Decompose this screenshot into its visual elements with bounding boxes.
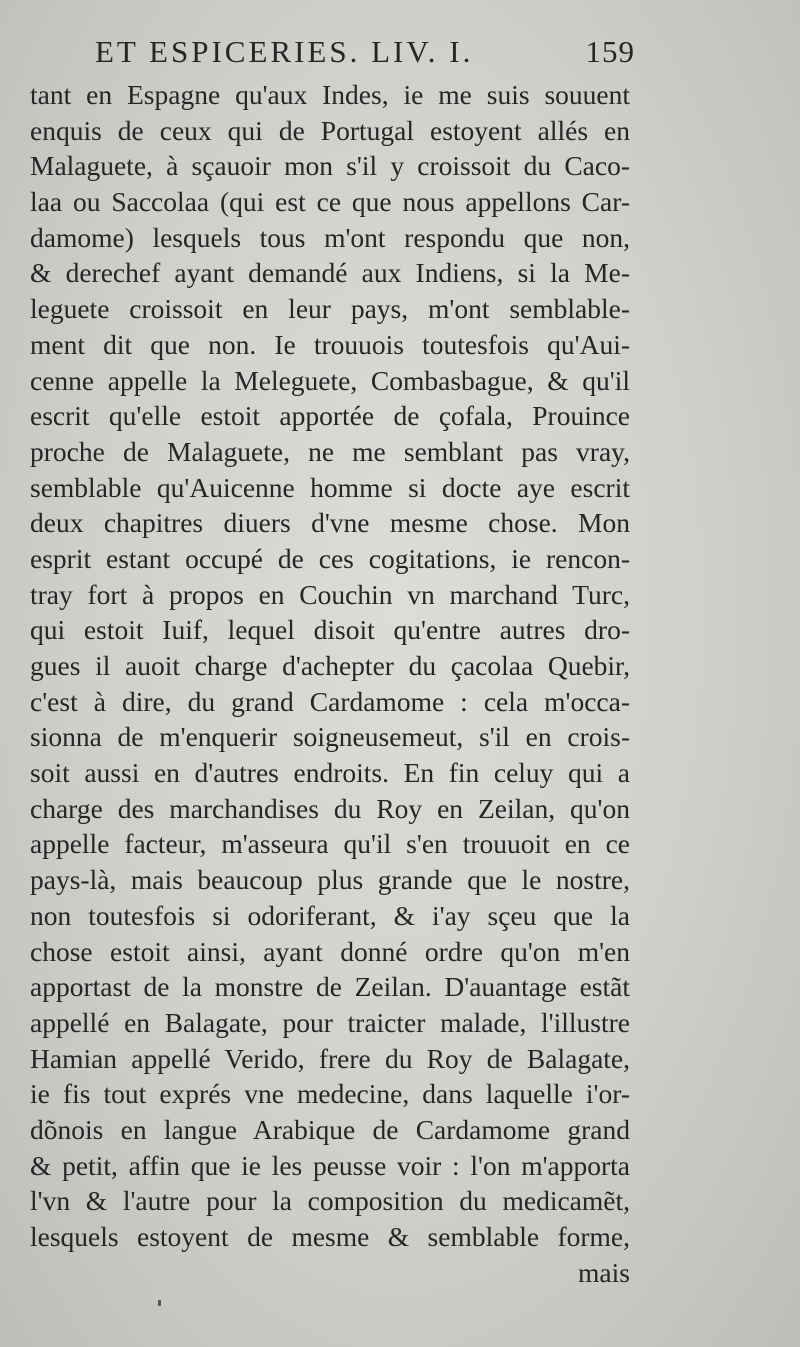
page-number: 159 bbox=[585, 34, 635, 69]
text-line: esprit estant occupé de ces cogitations, ie rencon- bbox=[30, 542, 630, 574]
text-line: tant en Espagne qu'aux Indes, ie me suis souuent bbox=[30, 79, 630, 110]
text-line: appellé en Balagate, pour traicter malade, l'illustre bbox=[30, 1006, 630, 1038]
page-header bbox=[95, 34, 635, 74]
running-title: ET ESPICERIES. LIV. I. bbox=[95, 34, 474, 69]
text-line: damome) lesquels tous m'ont respondu que non, bbox=[30, 221, 630, 253]
text-line: dõnois en langue Arabique de Cardamome grand bbox=[30, 1113, 630, 1145]
text-line: deux chapitres diuers d'vne mesme chose. Mon bbox=[30, 507, 630, 539]
text-line: qui estoit Iuif, lequel disoit qu'entre autres dro- bbox=[30, 614, 630, 646]
text-line: enquis de ceux qui de Portugal estoyent allés en bbox=[30, 114, 630, 146]
catchword: mais bbox=[578, 1256, 630, 1288]
ink-speck bbox=[158, 1300, 161, 1306]
text-line: Malaguete, à sçauoir mon s'il y croissoit du Caco- bbox=[30, 150, 630, 182]
text-line: sionna de m'enquerir soigneusemeut, s'il en crois- bbox=[30, 721, 630, 753]
text-line: & petit, affin que ie les peusse voir : l'on m'apporta bbox=[30, 1149, 630, 1181]
body-text bbox=[30, 77, 630, 1290]
text-line: appelle facteur, m'asseura qu'il s'en trouuoit en ce bbox=[30, 828, 630, 860]
text-line: c'est à dire, du grand Cardamome : cela m'occa- bbox=[30, 685, 630, 717]
text-line: l'vn & l'autre pour la composition du medicamẽt, bbox=[30, 1185, 630, 1217]
text-line: cenne appelle la Meleguete, Combasbague, & qu'il bbox=[30, 364, 630, 396]
text-line: ie fis tout exprés vne medecine, dans laquelle i'or- bbox=[30, 1078, 630, 1110]
text-line: escrit qu'elle estoit apportée de çofala, Prouince bbox=[30, 400, 630, 432]
text-line: apportast de la monstre de Zeilan. D'auantage estãt bbox=[30, 971, 630, 1003]
text-line: tray fort à propos en Couchin vn marchand Turc, bbox=[30, 578, 630, 610]
text-line: charge des marchandises du Roy en Zeilan, qu'on bbox=[30, 792, 630, 824]
text-line: non toutesfois si odoriferant, & i'ay sçeu que la bbox=[30, 899, 630, 931]
text-line: soit aussi en d'autres endroits. En fin celuy qui a bbox=[30, 757, 630, 789]
text-line: laa ou Saccolaa (qui est ce que nous appellons Car- bbox=[30, 186, 630, 218]
text-line: Hamian appellé Verido, frere du Roy de Balagate, bbox=[30, 1042, 630, 1074]
text-line: ment dit que non. Ie trouuois toutesfois qu'Aui- bbox=[30, 328, 630, 360]
text-line: semblable qu'Auicenne homme si docte aye escrit bbox=[30, 471, 630, 503]
text-line: & derechef ayant demandé aux Indiens, si la Me- bbox=[30, 257, 630, 289]
text-line: pays-là, mais beaucoup plus grande que le nostre, bbox=[30, 864, 630, 896]
text-line: proche de Malaguete, ne me semblant pas vray, bbox=[30, 435, 630, 467]
text-line: chose estoit ainsi, ayant donné ordre qu'on m'en bbox=[30, 935, 630, 967]
text-line: lesquels estoyent de mesme & semblable forme, bbox=[30, 1221, 630, 1252]
text-line: gues il auoit charge d'achepter du çacolaa Quebir, bbox=[30, 650, 630, 681]
text-line: leguete croissoit en leur pays, m'ont semblable- bbox=[30, 293, 630, 325]
